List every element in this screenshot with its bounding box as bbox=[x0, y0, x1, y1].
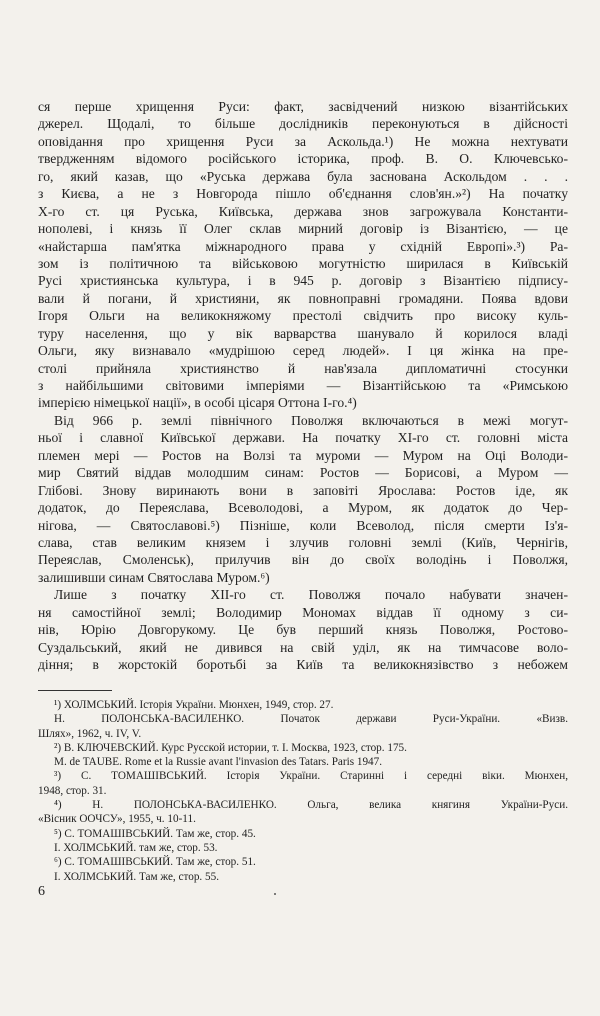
text-line: джерел. Щодалі, то більше дослідників переконуються в дійсності bbox=[38, 116, 568, 132]
text-line: додаток, до Переяслава, Всеволодові, а Муром, як додаток до Чер- bbox=[38, 500, 568, 516]
text-line: ня самостійної землі; Володимир Мономах віддав її одному з си- bbox=[38, 604, 568, 620]
text-line: ся перше хрищення Руси: факт, засвідчений низкою візантійських bbox=[38, 99, 568, 114]
text-line: нополеві, і князь її Олег склав мирний договір із Візантією, — це bbox=[38, 221, 568, 237]
page-number: 6 bbox=[38, 884, 45, 899]
text-line: зом із політичною та військовою могутністю ширилася в Київській bbox=[38, 255, 568, 271]
footnote-line: ²) В. КЛЮЧЕВСКИЙ. Курс Русской истории, т. I. Москва, 1923, стор. 175. bbox=[54, 741, 407, 754]
text-line: го, який казав, що «Руська держава була заснована Аскольдом . . . bbox=[38, 168, 568, 184]
text-line: племен мері — Ростов на Волзі та муроми — Муром на Оці Володи- bbox=[38, 447, 568, 463]
text-line: нів, Юрію Довгорукому. Це був перший князь Поволжя, Ростово- bbox=[38, 622, 568, 638]
text-line: Від 966 р. землі північного Поволжя включаються в межі могут- bbox=[54, 412, 568, 428]
footnote-line: ⁵) С. ТОМАШІВСЬКИЙ. Там же, стор. 45. bbox=[54, 827, 256, 840]
text-line: ньої і славної Київської держави. На початку ХІ-го ст. головні міста bbox=[38, 430, 568, 446]
text-line: вали й погани, й християни, як повноправні громадяни. Поява вдови bbox=[38, 290, 568, 306]
text-line: Ігоря Ольги на великокняжому престолі свідчить про високу куль- bbox=[38, 308, 568, 324]
text-line: Ольги, яку визнавало «мудрішою серед людей». І ця жінка на пре- bbox=[38, 343, 568, 359]
text-line: туру населення, що у вік варварства шанувало й корилося владі bbox=[38, 325, 568, 341]
text-line: оповідання про хрищення Руси за Аскольда.¹) Не можна нехтувати bbox=[38, 133, 568, 149]
text-line: з Києва, а не з Новгорода пішло об'єднання слов'ян.»²) На початку bbox=[38, 186, 568, 202]
text-line: з найбільшими світовими імперіями — Візантійською та «Римською bbox=[38, 378, 568, 393]
text-line: залишивши синам Святослава Муром.⁶) bbox=[38, 569, 270, 585]
text-line: Суздальський, який не дивився на свій уділ, як на тимчасове воло- bbox=[38, 639, 568, 655]
text-line: мир Святий віддав молодшим синам: Ростов — Борисові, а Муром — bbox=[38, 465, 568, 481]
footnote-line: І. ХОЛМСЬКИЙ. там же, стор. 53. bbox=[54, 841, 218, 854]
body-text bbox=[38, 98, 568, 673]
text-line: слава, став великим князем і злучив головні землі (Київ, Чернігів, bbox=[38, 534, 568, 550]
text-line: столі прийняла християнство й нав'язала дипломатичні стосунки bbox=[38, 360, 568, 376]
footnote-line: ⁶) С. ТОМАШІВСЬКИЙ. Там же, стор. 51. bbox=[54, 856, 256, 869]
text-line: діння; в жорстокій боротьбі за Київ та великокнязівство з небожем bbox=[38, 657, 568, 672]
footnote-line: ³) С. ТОМАШІВСЬКИЙ. Історія України. Старинні і середні віки. Мюнхен, bbox=[54, 770, 568, 783]
text-line: Переяслав, Смоленськ), прилучив він до своїх володінь і Поволжя, bbox=[38, 552, 568, 568]
footnote-line: І. ХОЛМСЬКИЙ. Там же, стор. 55. bbox=[54, 870, 219, 883]
text-line: твердженням відомого російського історика, проф. В. О. Ключевсько- bbox=[38, 151, 568, 167]
footnote-line: «Вісник ООЧСУ», 1955, ч. 10-11. bbox=[38, 813, 196, 826]
footnote-line: M. de TAUBE. Rome et la Russie avant l'invasion des Tatars. Paris 1947. bbox=[54, 756, 383, 769]
footnote-line: ¹) ХОЛМСЬКИЙ. Історія України. Мюнхен, 1949, стор. 27. bbox=[54, 699, 334, 711]
text-line: «найстарша пам'ятка міжнародного права у східній Европі».³) Ра- bbox=[38, 238, 568, 254]
print-speck bbox=[274, 893, 276, 895]
footnote-divider bbox=[38, 690, 112, 691]
footnotes bbox=[38, 698, 568, 884]
text-line: Х-го ст. ця Руська, Київська, держава знов загрожувала Константи- bbox=[38, 203, 568, 219]
text-line: Русі християнська культура, і в 945 р. договір з Візантією підпису- bbox=[38, 273, 568, 289]
text-line: нігова, — Святославові.⁵) Пізніше, коли Всеволод, після смерти Із'я- bbox=[38, 517, 568, 533]
footnote-line: Н. ПОЛОНСЬКА-ВАСИЛЕНКО. Початок держави Руси-України. «Визв. bbox=[54, 713, 568, 726]
text-line: Глібові. Знову виринають вони в заповіті Ярослава: Ростов іде, як bbox=[38, 482, 568, 498]
text-line: імперією німецької нації», в особі цісаря Оттона І-го.⁴) bbox=[38, 395, 357, 411]
footnote-line: Шлях», 1962, ч. IV, V. bbox=[38, 727, 142, 740]
text-line: Лише з початку ХІІ-го ст. Поволжя почало набувати значен- bbox=[54, 587, 568, 603]
footnote-line: 1948, стор. 31. bbox=[38, 784, 107, 797]
footnote-line: ⁴) Н. ПОЛОНСЬКА-ВАСИЛЕНКО. Ольга, велика княгиня України-Руси. bbox=[54, 799, 568, 812]
